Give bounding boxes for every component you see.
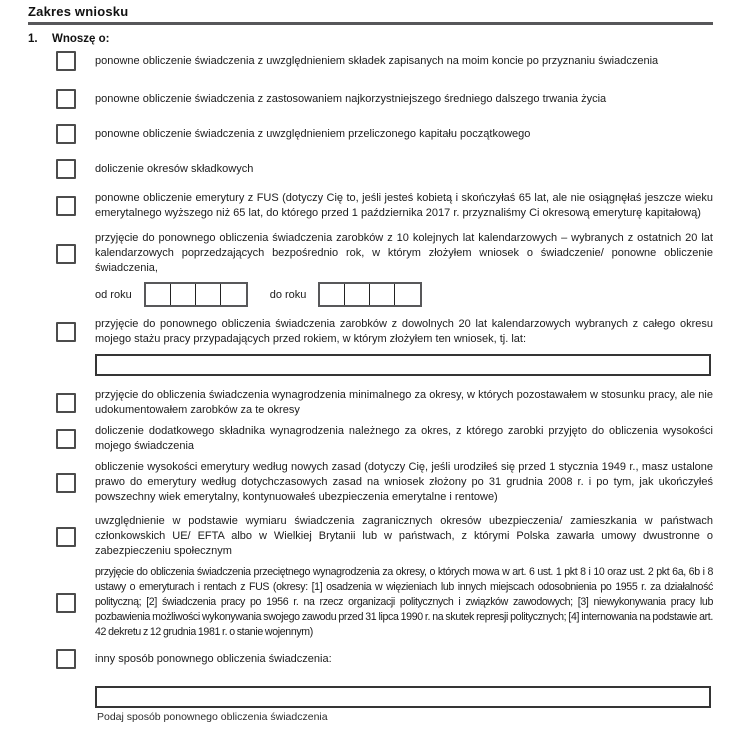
checkbox[interactable]	[56, 244, 76, 264]
checkbox[interactable]	[56, 527, 76, 547]
checkbox[interactable]	[56, 429, 76, 449]
option-other-method	[56, 649, 713, 669]
checkbox[interactable]	[56, 649, 76, 669]
year-digit-cell[interactable]	[221, 284, 246, 305]
option-label: przyjęcie do obliczenia świadczenia wynagrodzenia minimalnego za okresy, w których pozostawałem w stosunku pracy, ale nie udokumentowałem zarobków za te okresy	[95, 389, 713, 416]
checkbox[interactable]	[56, 393, 76, 413]
option-label: ponowne obliczenie świadczenia z uwzględnieniem przeliczonego kapitału początkowego	[95, 127, 531, 140]
option-initial-capital	[56, 124, 713, 144]
option-earnings-10-years	[56, 231, 713, 276]
other-method-hint: Podaj sposób ponownego obliczenia świadczenia	[97, 711, 328, 723]
section-label: Wnoszę o:	[52, 33, 110, 45]
option-additional-wage-component	[56, 424, 713, 454]
option-label: ponowne obliczenie świadczenia z zastosowaniem najkorzystniejszego średniego dalszego trwania życia	[95, 92, 607, 105]
option-label: przyjęcie do ponownego obliczenia świadczenia zarobków z dowolnych 20 lat kalendarzowych wybranych z całego okresu mojego stażu pracy przypadających przed rokiem, w którym złożyłem ten wniosek, tj. lat:	[95, 318, 713, 345]
option-label: ponowne obliczenie emerytury z FUS (dotyczy Cię to, jeśli jesteś kobietą i skończyłaś 65 lat, ale nie osiągnęłaś jeszcze wieku emerytalnego wyższego niż 65 lat, do którego przed 1 października 2017 r. przyznaliśmy Ci okresową emeryturę kapitałową)	[95, 192, 713, 219]
checkbox[interactable]	[56, 322, 76, 342]
title-divider	[28, 22, 713, 25]
option-minimum-wage	[56, 388, 713, 418]
year-to-field[interactable]	[318, 282, 422, 307]
option-label: ponowne obliczenie świadczenia z uwzględnieniem składek zapisanych na moim koncie po przyznaniu świadczenia	[95, 54, 659, 67]
option-label: inny sposób ponownego obliczenia świadczenia:	[95, 652, 332, 665]
options-list	[0, 51, 742, 723]
option-label: przyjęcie do obliczenia świadczenia przeciętnego wynagrodzenia za okresy, o których mowa w art. 6 ust. 1 pkt 8 i 10 oraz ust. 2 pkt 6a, 6b i 8 ustawy o emeryturach i rentach z FUS (okresy: [1] osadzenia w więzieniach lub innych miejscach odosobnienia po 1955 r. za działalność polityczną; [2] świadczenia pracy po 1956 r. na rzecz organizacji politycznych i związków zawodowych; [3] niewykonywania pracy lub pozbawienia możliwości wykonywania swojego zawodu przed 31 lipca 1990 r. na skutek represji politycznych; [4] internowania na podstawie art. 42 dekretu z 12 grudnia 1981 r. o stanie wojennym)	[95, 566, 713, 638]
year-range-row	[95, 282, 742, 307]
option-new-rules	[56, 460, 713, 505]
checkbox[interactable]	[56, 196, 76, 216]
years-list-input[interactable]	[95, 354, 711, 376]
option-fus-pension	[56, 191, 713, 221]
option-label: doliczenie okresów składkowych	[95, 162, 254, 175]
year-digit-cell[interactable]	[196, 284, 221, 305]
checkbox[interactable]	[56, 89, 76, 109]
year-digit-cell[interactable]	[146, 284, 171, 305]
option-contribution-periods	[56, 159, 713, 179]
checkbox[interactable]	[56, 593, 76, 613]
option-foreign-periods	[56, 514, 713, 559]
option-life-expectancy	[56, 89, 713, 109]
year-digit-cell[interactable]	[345, 284, 370, 305]
checkbox[interactable]	[56, 159, 76, 179]
year-digit-cell[interactable]	[320, 284, 345, 305]
section-heading	[28, 32, 742, 47]
option-label: uwzględnienie w podstawie wymiaru świadczenia zagranicznych okresów ubezpieczenia/ zamieszkania w państwach członkowskich UE/ EFTA albo w Wielkiej Brytanii lub w państwach, z którymi Polska zawarła umowy dwustronne o zabezpieczeniu społecznym	[95, 515, 713, 557]
year-digit-cell[interactable]	[171, 284, 196, 305]
year-to-label: do roku	[269, 288, 307, 301]
option-label: obliczenie wysokości emerytury według nowych zasad (dotyczy Cię, jeśli urodziłeś się przed 1 stycznia 1949 r., masz ustalone prawo do emerytury według dotychczasowych zasad na wniosek złożony po 31 grudnia 2008 r. i po tym, jak ukończyłeś powszechny wiek emerytalny, kontynuowałeś ubezpieczenia emerytalne i rentowe)	[95, 461, 713, 503]
option-average-wage-periods	[56, 565, 713, 640]
section-number: 1.	[28, 33, 38, 45]
option-label: doliczenie dodatkowego składnika wynagrodzenia należnego za okres, z którego zarobki przyjęto do obliczenia wysokości mojego świadczenia	[95, 425, 713, 452]
other-method-input[interactable]	[95, 686, 711, 708]
option-earnings-20-years	[56, 317, 713, 347]
year-digit-cell[interactable]	[370, 284, 395, 305]
option-recalc-contributions	[56, 51, 713, 71]
year-from-field[interactable]	[144, 282, 248, 307]
page-title: Zakres wniosku	[28, 4, 129, 19]
checkbox[interactable]	[56, 473, 76, 493]
checkbox[interactable]	[56, 51, 76, 71]
year-digit-cell[interactable]	[395, 284, 420, 305]
option-label: przyjęcie do ponownego obliczenia świadczenia zarobków z 10 kolejnych lat kalendarzowych – wybranych z ostatnich 20 lat kalendarzowych poprzedzających bezpośrednio rok, w którym złożyłem wniosek o świadczenie/ ponowne obliczenie świadczenia,	[95, 232, 713, 274]
year-from-label: od roku	[95, 288, 132, 301]
checkbox[interactable]	[56, 124, 76, 144]
